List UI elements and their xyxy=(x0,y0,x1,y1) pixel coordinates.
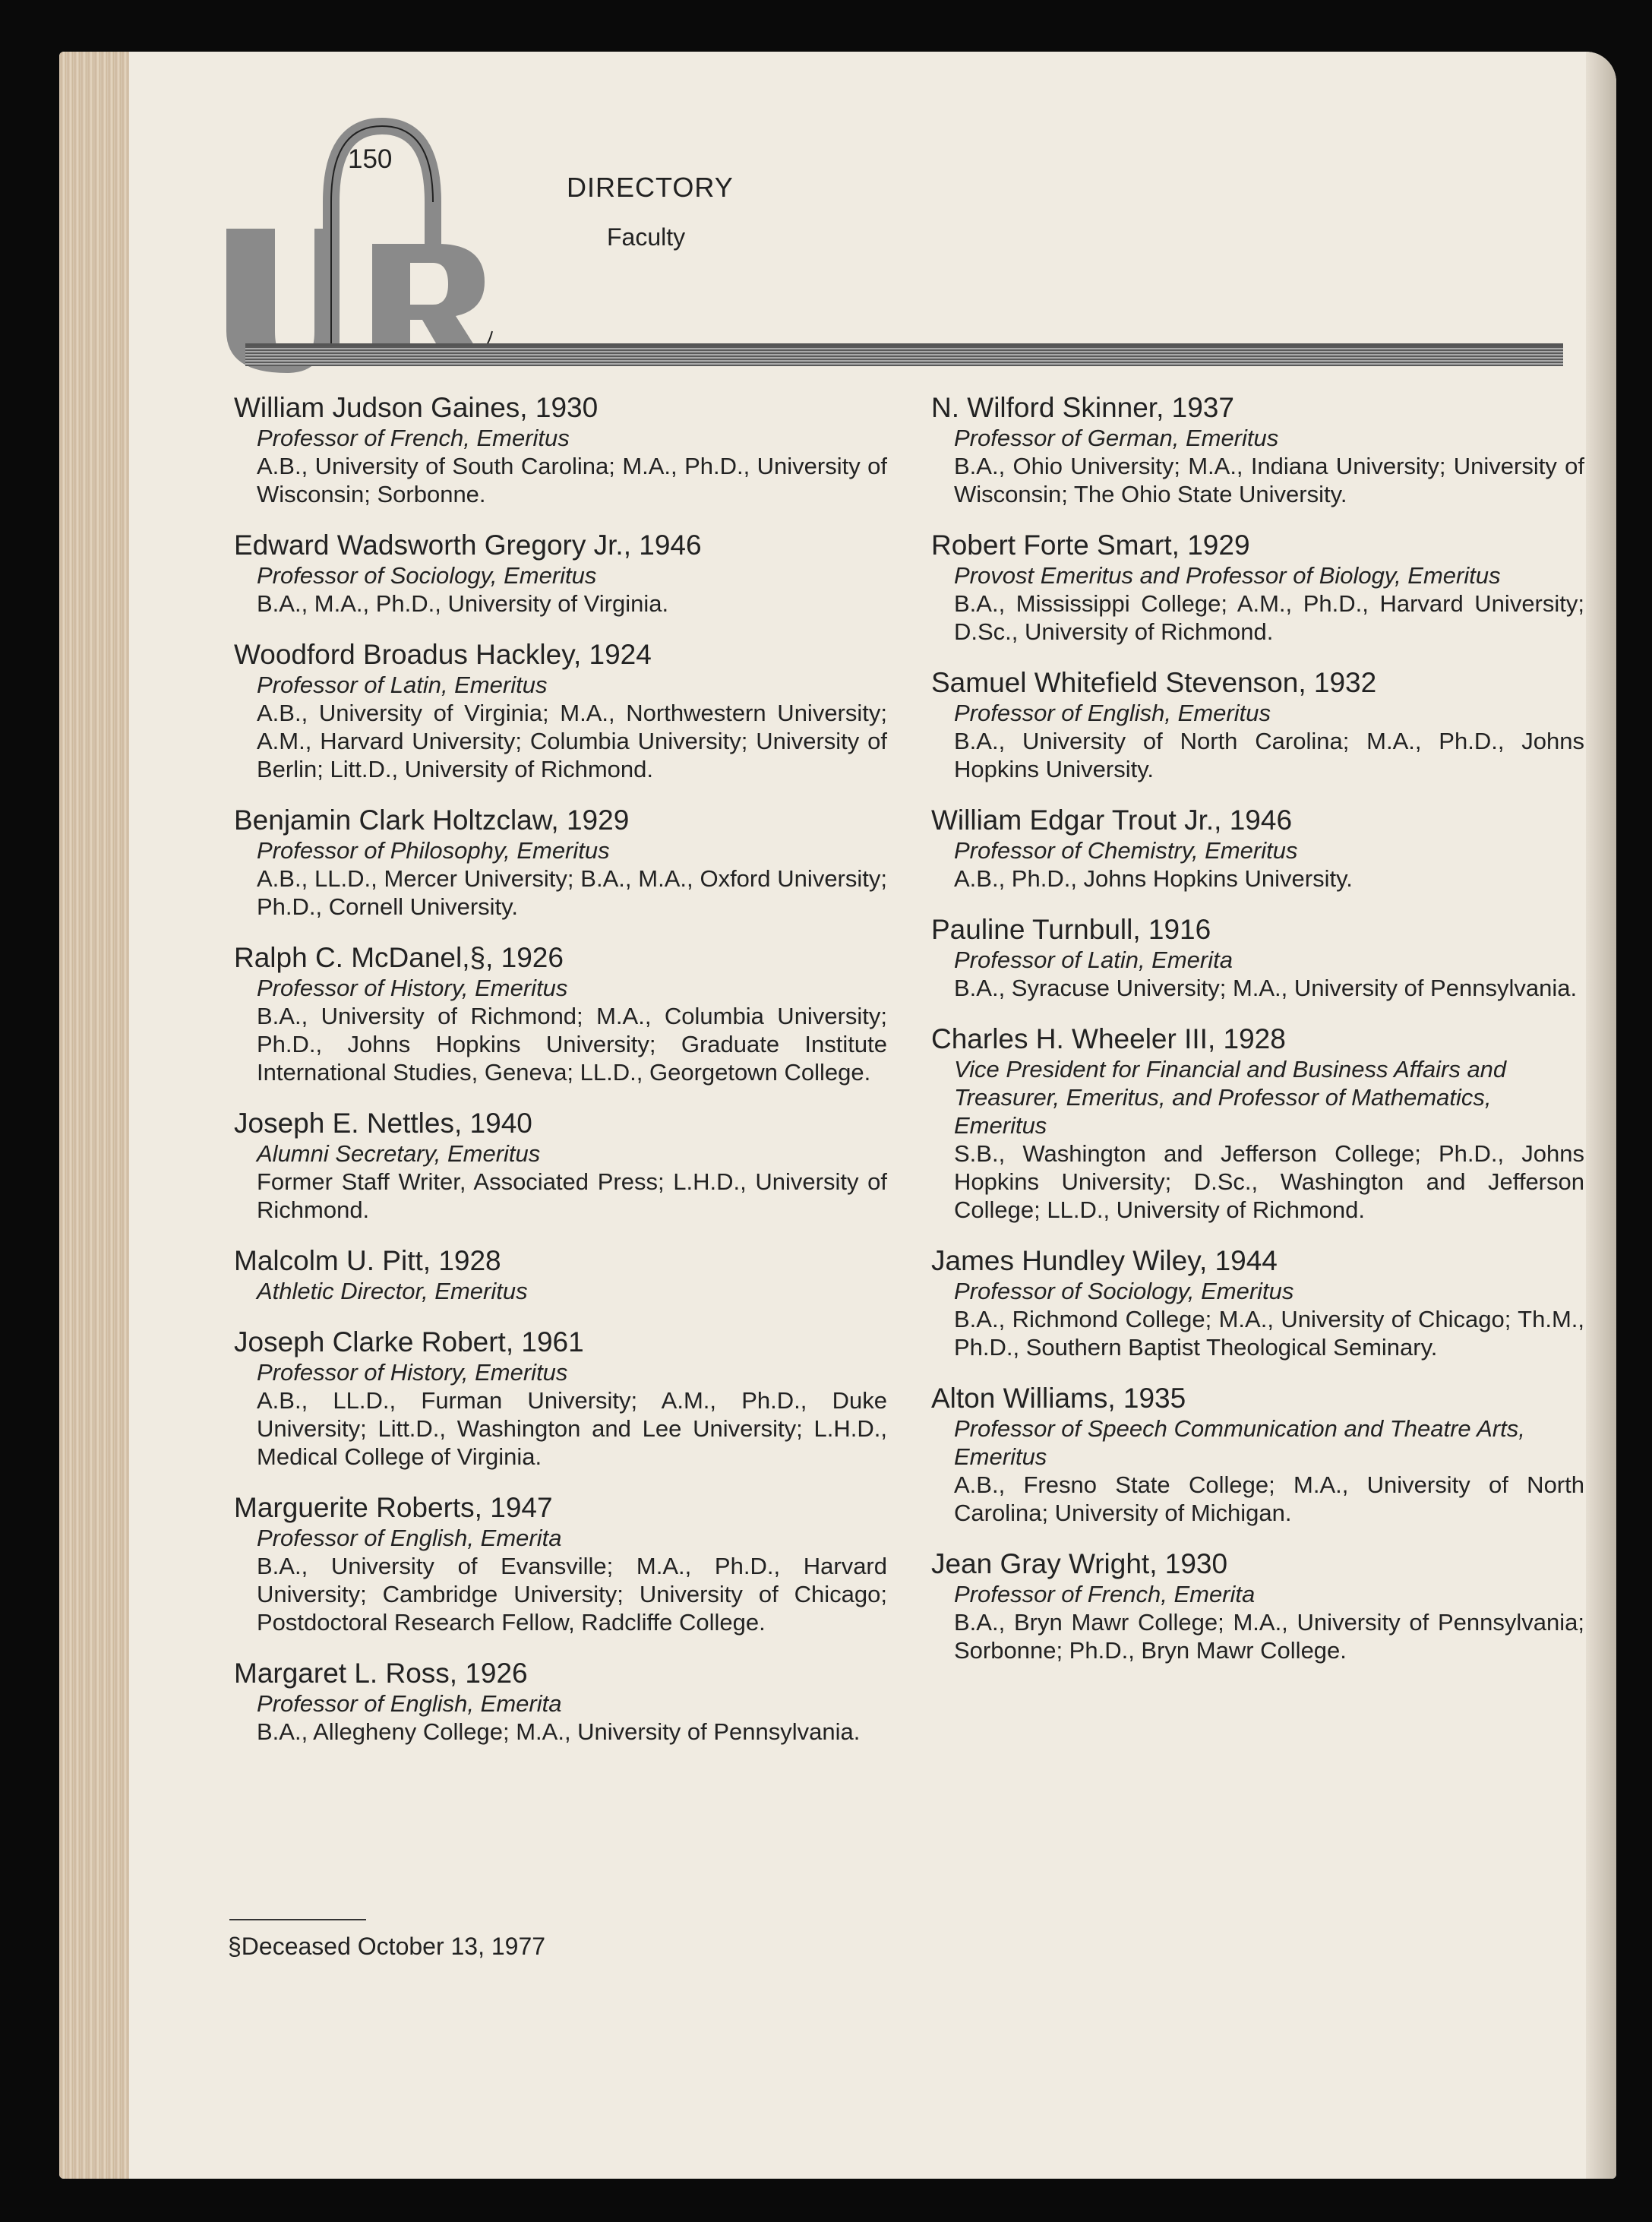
faculty-name: Pauline Turnbull, 1916 xyxy=(931,914,1211,945)
faculty-name: James Hundley Wiley, 1944 xyxy=(931,1245,1278,1276)
faculty-name: Joseph E. Nettles, 1940 xyxy=(234,1108,532,1139)
faculty-degrees: B.A., Ohio University; M.A., Indiana University; University of Wisconsin; The Ohio State University. xyxy=(954,453,1584,507)
faculty-entry xyxy=(931,1245,1584,1361)
faculty-entry xyxy=(234,392,887,508)
faculty-name: N. Wilford Skinner, 1937 xyxy=(931,392,1234,423)
left-column xyxy=(234,392,887,1767)
faculty-entry xyxy=(234,942,887,1086)
faculty-entry xyxy=(234,1492,887,1636)
faculty-title: Provost Emeritus and Professor of Biology, Emeritus xyxy=(954,562,1501,589)
faculty-degrees: B.A., Bryn Mawr College; M.A., University of Pennsylvania; Sorbonne; Ph.D., Bryn Mawr College. xyxy=(954,1609,1584,1664)
faculty-title: Professor of Chemistry, Emeritus xyxy=(954,837,1298,864)
faculty-title: Professor of Philosophy, Emeritus xyxy=(257,837,610,864)
faculty-name: Benjamin Clark Holtzclaw, 1929 xyxy=(234,804,630,836)
faculty-title: Professor of English, Emeritus xyxy=(954,700,1271,726)
faculty-name: Joseph Clarke Robert, 1961 xyxy=(234,1326,584,1358)
faculty-entry xyxy=(234,639,887,783)
faculty-degrees: Former Staff Writer, Associated Press; L.H.D., University of Richmond. xyxy=(257,1168,887,1223)
faculty-name: Jean Gray Wright, 1930 xyxy=(931,1548,1228,1579)
faculty-degrees: A.B., Fresno State College; M.A., University of North Carolina; University of Michigan. xyxy=(954,1471,1584,1526)
faculty-degrees: B.A., University of Richmond; M.A., Columbia University; Ph.D., Johns Hopkins University; Graduate Institute International Studies, Geneva; LL.D., Georgetown College. xyxy=(257,1003,887,1086)
faculty-degrees: B.A., Syracuse University; M.A., University of Pennsylvania. xyxy=(954,975,1578,1001)
faculty-title: Professor of English, Emerita xyxy=(257,1690,562,1717)
faculty-entry xyxy=(931,1383,1584,1527)
faculty-title: Alumni Secretary, Emeritus xyxy=(257,1140,541,1167)
faculty-entry xyxy=(234,529,887,618)
section-subtitle: Faculty xyxy=(607,223,686,251)
faculty-entry xyxy=(931,804,1584,893)
faculty-name: Ralph C. McDanel,§, 1926 xyxy=(234,942,564,973)
faculty-title: Professor of English, Emerita xyxy=(257,1525,562,1551)
faculty-name: Woodford Broadus Hackley, 1924 xyxy=(234,639,652,670)
faculty-entry xyxy=(234,804,887,921)
faculty-entry xyxy=(234,1658,887,1746)
faculty-title: Professor of Latin, Emeritus xyxy=(257,672,548,698)
faculty-entry xyxy=(931,529,1584,646)
faculty-entry xyxy=(931,1023,1584,1224)
page-gutter-shadow xyxy=(1586,52,1616,2179)
faculty-degrees: A.B., LL.D., Furman University; A.M., Ph.D., Duke University; Litt.D., Washington and Lee University; L.H.D., Medical College of Virginia. xyxy=(257,1387,887,1470)
faculty-degrees: A.B., Ph.D., Johns Hopkins University. xyxy=(954,865,1353,892)
faculty-title: Professor of History, Emeritus xyxy=(257,1359,568,1386)
faculty-name: Marguerite Roberts, 1947 xyxy=(234,1492,553,1523)
header-rule xyxy=(245,343,1563,366)
faculty-name: Edward Wadsworth Gregory Jr., 1946 xyxy=(234,529,702,561)
faculty-degrees: A.B., University of Virginia; M.A., Northwestern University; A.M., Harvard University; Columbia University; University of Berlin; Litt.D., University of Richmond. xyxy=(257,700,887,782)
footnote-rule xyxy=(229,1919,366,1920)
faculty-name: Margaret L. Ross, 1926 xyxy=(234,1658,528,1689)
faculty-degrees: B.A., M.A., Ph.D., University of Virginia. xyxy=(257,590,669,617)
faculty-degrees: A.B., LL.D., Mercer University; B.A., M.A., Oxford University; Ph.D., Cornell University. xyxy=(257,865,887,920)
faculty-title: Professor of French, Emeritus xyxy=(257,425,570,451)
faculty-degrees: B.A., University of Evansville; M.A., Ph.D., Harvard University; Cambridge University; University of Chicago; Postdoctoral Research Fellow, Radcliffe College. xyxy=(257,1553,887,1636)
faculty-entry xyxy=(931,667,1584,783)
faculty-entry xyxy=(234,1326,887,1471)
faculty-degrees: B.A., University of North Carolina; M.A., Ph.D., Johns Hopkins University. xyxy=(954,728,1584,782)
faculty-entry xyxy=(931,1548,1584,1664)
faculty-title: Vice President for Financial and Business Affairs and Treasurer, Emeritus, and Professor of Mathematics, Emeritus xyxy=(954,1056,1507,1139)
faculty-degrees: B.A., Richmond College; M.A., University of Chicago; Th.M., Ph.D., Southern Baptist Theological Seminary. xyxy=(954,1306,1584,1361)
page-number: 150 xyxy=(348,144,393,174)
faculty-name: William Judson Gaines, 1930 xyxy=(234,392,599,423)
faculty-degrees: B.A., Mississippi College; A.M., Ph.D., Harvard University; D.Sc., University of Richmond. xyxy=(954,590,1584,645)
faculty-name: Charles H. Wheeler III, 1928 xyxy=(931,1023,1286,1054)
page-edge xyxy=(59,52,129,2179)
section-title: DIRECTORY xyxy=(567,172,734,203)
faculty-title: Professor of History, Emeritus xyxy=(257,975,568,1001)
faculty-degrees: A.B., University of South Carolina; M.A., Ph.D., University of Wisconsin; Sorbonne. xyxy=(257,453,887,507)
footnote: §Deceased October 13, 1977 xyxy=(228,1933,546,1960)
faculty-name: Alton Williams, 1935 xyxy=(931,1383,1186,1414)
faculty-name: Malcolm U. Pitt, 1928 xyxy=(234,1245,501,1276)
faculty-title: Professor of Latin, Emerita xyxy=(954,947,1233,973)
faculty-name: Samuel Whitefield Stevenson, 1932 xyxy=(931,667,1377,698)
faculty-title: Professor of French, Emerita xyxy=(954,1581,1256,1607)
faculty-entry xyxy=(234,1108,887,1224)
faculty-title: Professor of Sociology, Emeritus xyxy=(257,562,597,589)
faculty-title: Professor of Speech Communication and Theatre Arts, Emeritus xyxy=(954,1415,1525,1470)
faculty-title: Professor of German, Emeritus xyxy=(954,425,1279,451)
faculty-entry xyxy=(931,392,1584,508)
faculty-entry xyxy=(931,914,1584,1002)
faculty-title: Athletic Director, Emeritus xyxy=(257,1278,528,1304)
faculty-entry xyxy=(234,1245,887,1305)
right-column xyxy=(931,392,1584,1686)
faculty-name: Robert Forte Smart, 1929 xyxy=(931,529,1250,561)
faculty-degrees: B.A., Allegheny College; M.A., University of Pennsylvania. xyxy=(257,1718,861,1745)
faculty-title: Professor of Sociology, Emeritus xyxy=(954,1278,1294,1304)
faculty-name: William Edgar Trout Jr., 1946 xyxy=(931,804,1293,836)
document-page xyxy=(59,52,1616,2179)
faculty-degrees: S.B., Washington and Jefferson College; Ph.D., Johns Hopkins University; D.Sc., Washington and Jefferson College; LL.D., University of Richmond. xyxy=(954,1140,1584,1223)
